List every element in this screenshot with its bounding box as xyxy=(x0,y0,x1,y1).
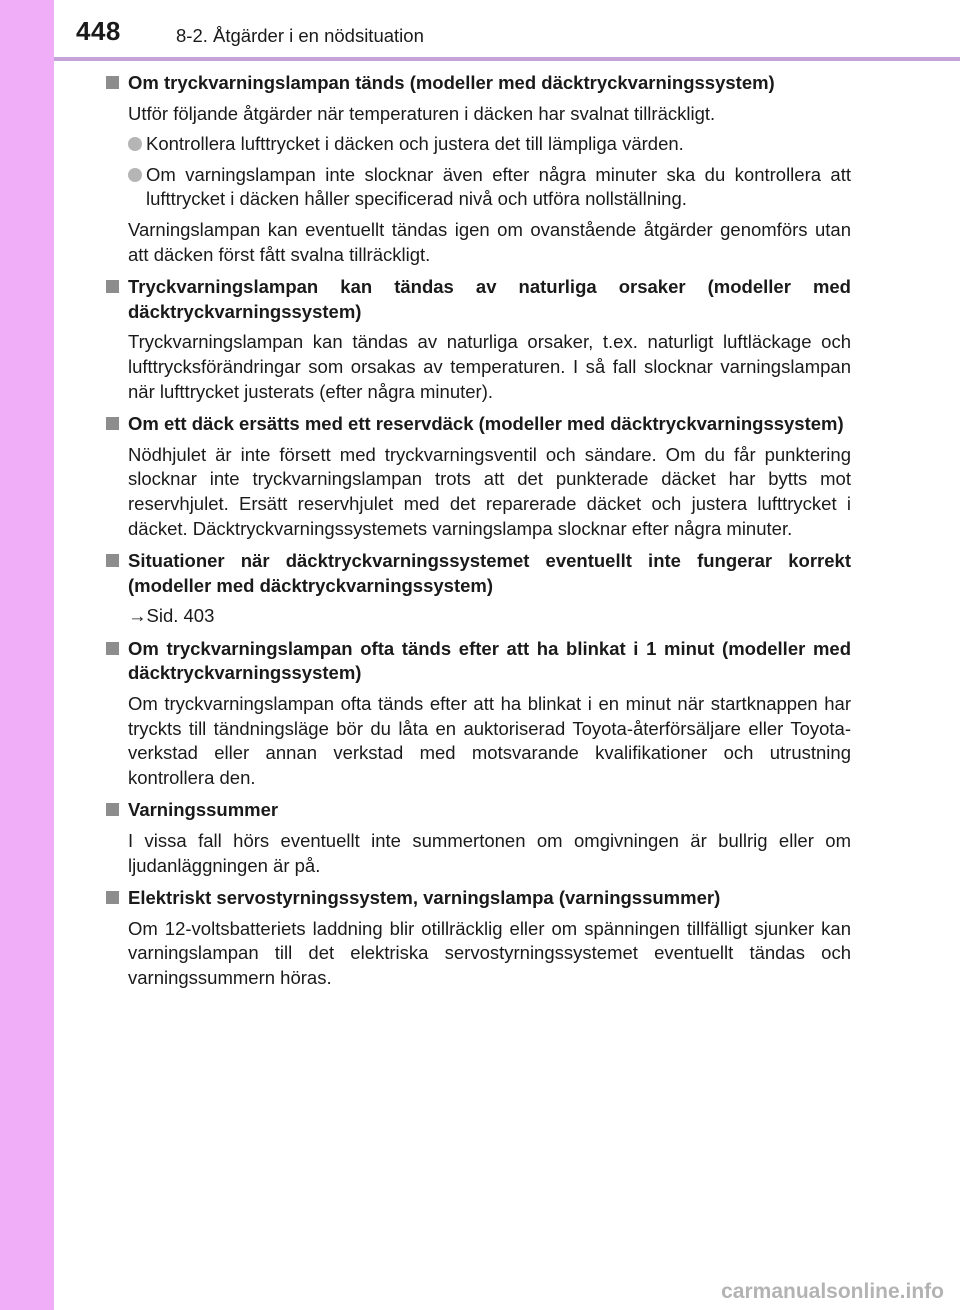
heading-square-icon xyxy=(106,554,119,567)
section-heading: Varningssummer xyxy=(104,798,851,823)
heading-square-icon xyxy=(106,280,119,293)
side-margin-band xyxy=(0,0,54,1310)
heading-square-icon xyxy=(106,891,119,904)
page-content xyxy=(104,71,851,999)
section-paragraph: Tryckvarningslampan kan tändas av naturliga orsaker, t.ex. naturligt luftläckage och lufttrycksförändringar som orsakas av temperaturen. I så fall slocknar varningslampan när lufttrycket justerats (efter några minuter). xyxy=(128,331,851,402)
heading-square-icon xyxy=(106,803,119,816)
section-paragraph: Om tryckvarningslampan ofta tänds efter att ha blinkat i en minut när startknappen har tryckts till tändningsläge bör du låta en auktoriserad Toyota-återförsäljare eller Toyota-verkstad eller annan verkstad med motsvarande kvalifikationer och utrustning kontrollera den. xyxy=(128,693,851,788)
heading-square-icon xyxy=(106,76,119,89)
bullet-dot-icon xyxy=(128,137,142,151)
section-spare-tire xyxy=(104,412,851,541)
heading-square-icon xyxy=(106,417,119,430)
section-blinking-lamp xyxy=(104,637,851,791)
section-warning-buzzer xyxy=(104,798,851,878)
bullet-item: Om varningslampan inte slocknar även efter några minuter ska du kontrollera att lufttrycket i däcken håller specificerad nivå och utföra nollställning. xyxy=(104,163,851,212)
bullet-item: Kontrollera lufttrycket i däcken och justera det till lämpliga värden. xyxy=(104,132,851,157)
section-paragraph: Nödhjulet är inte försett med tryckvarningsventil och sändare. Om du får punktering slocknar inte tryckvarningslampan trots att det punkterade däcket har bytts mot reservhjulet. Ersätt reservhjulet med det reparerade däcket och justera lufttrycket i däcket. Däcktryckvarningssystemets varningslampa slocknar efter några minuter. xyxy=(128,443,851,539)
section-power-steering xyxy=(104,886,851,990)
section-heading: Om tryckvarningslampan ofta tänds efter att ha blinkat i 1 minut (modeller med däcktryckvarningssystem) xyxy=(104,637,851,686)
page-number: 448 xyxy=(76,16,121,46)
watermark: carmanualsonline.info xyxy=(721,1280,944,1303)
section-system-malfunction xyxy=(104,549,851,629)
chapter-title: 8-2. Åtgärder i en nödsituation xyxy=(176,25,424,46)
section-tire-pressure-lamp-on xyxy=(104,71,851,267)
section-paragraph: Om 12-voltsbatteriets laddning blir otillräcklig eller om spänningen tillfälligt sjunker kan varningslampan till det elektriska servostyrningssystemet eventuellt tändas och varningssummern höras. xyxy=(128,917,851,988)
section-heading: Situationer när däcktryckvarningssystemet eventuellt inte fungerar korrekt (modeller med däcktryckvarningssystem) xyxy=(104,549,851,598)
section-heading: Om tryckvarningslampan tänds (modeller med däcktryckvarningssystem) xyxy=(104,71,851,96)
section-heading: Tryckvarningslampan kan tändas av naturliga orsaker (modeller med däcktryckvarningssystem) xyxy=(104,275,851,324)
section-natural-causes xyxy=(104,275,851,404)
header-rule xyxy=(54,57,960,61)
section-heading: Elektriskt servostyrningssystem, varningslampa (varningssummer) xyxy=(104,886,851,911)
heading-square-icon xyxy=(106,642,119,655)
page-reference-link[interactable]: →Sid. 403 xyxy=(128,605,215,627)
section-paragraph: Utför följande åtgärder när temperaturen i däcken har svalnat tillräckligt. xyxy=(128,102,716,124)
section-paragraph: I vissa fall hörs eventuellt inte summertonen om omgivningen är bullrig eller om ljudanläggningen är på. xyxy=(128,830,851,876)
section-paragraph: Varningslampan kan eventuellt tändas igen om ovanstående åtgärder genomförs utan att däcken först fått svalna tillräckligt. xyxy=(128,218,851,265)
section-heading: Om ett däck ersätts med ett reservdäck (modeller med däcktryckvarningssystem) xyxy=(104,412,851,437)
bullet-dot-icon xyxy=(128,168,142,182)
